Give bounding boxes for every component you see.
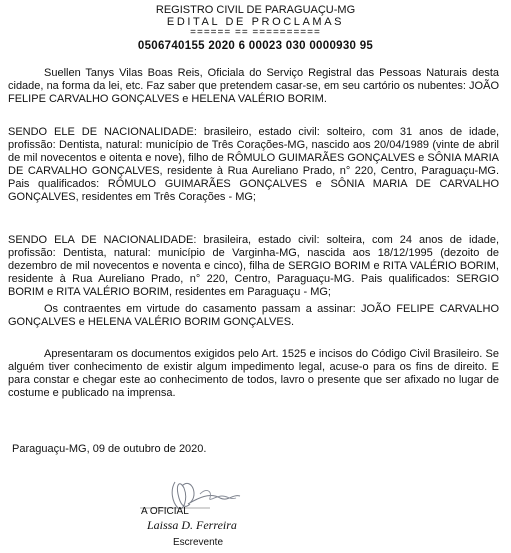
- signatory-role: Escrevente: [173, 537, 224, 548]
- title-underline: ====== == ==========: [190, 27, 321, 38]
- registry-title: REGISTRO CIVIL DE PARAGUAÇU-MG: [155, 4, 356, 16]
- place-date: Paraguaçu-MG, 09 de outubro de 2020.: [12, 443, 207, 455]
- edital-title: EDITAL DE PROCLAMAS: [166, 16, 345, 28]
- signatory-name: Laissa D. Ferreira: [147, 518, 237, 532]
- signing-paragraph: Os contraentes em virtude do casamento passam a assinar: JOÃO FELIPE CARVALHO GONÇALVES e HELENA VALÉRIO BORIM GONÇALVES.: [8, 303, 499, 328]
- intro-paragraph: Suellen Tanys Vilas Boas Reis, Oficiala do Serviço Registral das Pessoas Naturais desta cidade, na forma da lei, etc. Faz saber que pretendem casar-se, em seu cartório os nubentes: JOÃO FELIPE CARVALHO GONÇALVES e HELENA VALÉRIO BORIM.: [8, 67, 499, 105]
- documents-paragraph: Apresentaram os documentos exigidos pelo Art. 1525 e incisos do Código Civil Brasileiro. Se alguém tiver conhecimento de existir algum impedimento legal, acuse-o para os fins de direito. E para constar e chegar este ao conhecimento de todos, lavro o presente que ser afixado no lugar de costume e publicado na imprensa.: [8, 348, 499, 399]
- bride-paragraph: SENDO ELA DE NACIONALIDADE: brasileira, estado civil: solteira, com 24 anos de idade, profissão: Dentista, natural: município de Varginha-MG, nascida aos 18/12/1995 (dezoito de dezembro de mil novecentos e noventa e cinco), filha de SERGIO BORIM e RITA VALÉRIO BORIM, residente à Rua Aureliano Prado, n° 220, Centro, Paraguaçu-MG. Pais qualificados: SERGIO BORIM e RITA VALÉRIO BORIM, residentes em Paraguaçu - MG;: [8, 234, 499, 298]
- registry-number: 0506740155 2020 6 00023 030 0000930 95: [137, 40, 374, 52]
- groom-paragraph: SENDO ELE DE NACIONALIDADE: brasileiro, estado civil: solteiro, com 31 anos de idade, profissão: Dentista, natural: município de Três Corações-MG, nascido aos 20/04/1989 (vinte de abril de mil novecentos e oitenta e nove), filho de RÔMULO GUIMARÃES GONÇALVES e SÔNIA MARIA DE CARVALHO GONÇALVES, residente à Rua Aureliano Prado, n° 220, Centro, Paraguaçu-MG. Pais qualificados: RÔMULO GUIMARÃES GONÇALVES e SÔNIA MARIA DE CARVALHO GONÇALVES, residentes em Três Corações - MG;: [8, 126, 499, 203]
- signature-label: A OFICIAL: [141, 506, 189, 517]
